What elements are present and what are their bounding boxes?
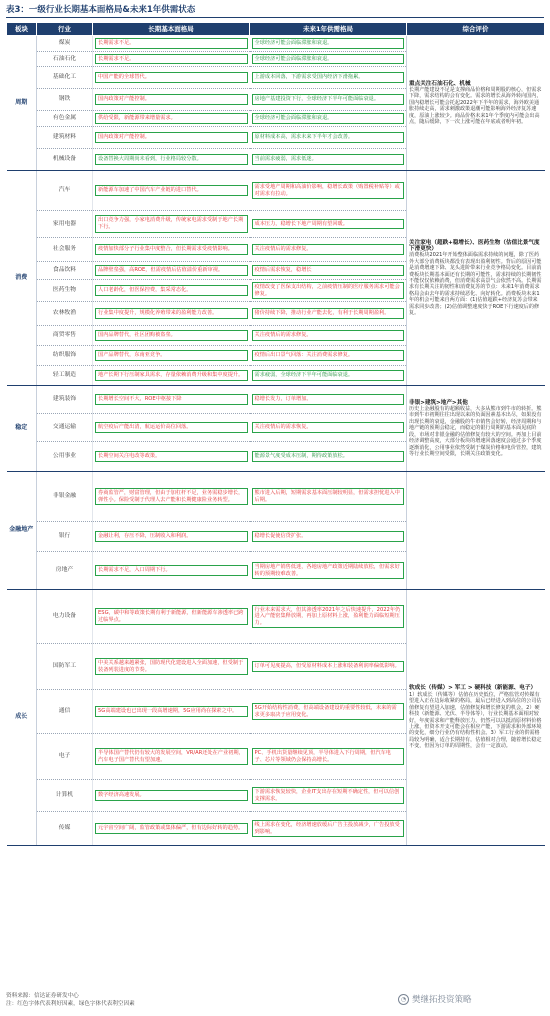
legend-note: 注：红色字体代表利好因素，绿色字体代表利空因素 (6, 1001, 135, 1007)
long-term-cell (93, 52, 250, 67)
evaluation-heading: 非银>建筑>地产>其他 (409, 399, 468, 406)
evaluation-heading: 重点关注石油石化、机械 (409, 80, 471, 87)
table-row (7, 36, 545, 52)
evaluation-body: 历史上金融股有的超额收益，大多从熊市到牛市的转折。熊市到牛市初期往往出现以来的负面因素基本出尽，如果没有出现长期的衰退，金融股的牛市销售会好转，经济周期和与地产链的预期会稳定，而稳定的银行周期的基本面见底阶段，市场对非银金融的估值修复有较大的空间。再加上目前经济调整高度，大部分板块的增速回落速度会通过多个季度逐渐消化，公用事业依然受制于煤炭价格和电价管控，建筑等行业长期空间受限，长期关注政策变化。 (409, 406, 542, 457)
next-year-cell (250, 52, 407, 67)
industry-cell: 建筑材料 (37, 127, 93, 149)
next-year-cell (250, 414, 407, 442)
table-header-row (7, 23, 545, 36)
long-term-cell (93, 472, 250, 522)
next-year-cell-text: 当期房地产销售低迷，各地房地产政策近期陆续放松，但需求好转的预期较难改善。 (252, 562, 405, 579)
next-year-cell-text: 稳增长促使信贷扩张。 (252, 531, 405, 542)
long-term-cell (93, 127, 250, 149)
long-term-cell-text: 元宇宙空间广阔，监管政策或集体偏严，但有边际好转的趋势。 (95, 823, 248, 834)
source-line: 资料来源：信达证券研发中心 (6, 993, 79, 999)
industry-cell: 房地产 (37, 552, 93, 590)
long-term-cell-text: 长期需求不足，入口周期下行。 (95, 565, 248, 576)
long-term-cell (93, 211, 250, 238)
next-year-cell-text: 全球经济可能会面临滞胀和衰退。 (252, 54, 405, 65)
table-title: 表3：一级行业长期基本面格局&未来1年供需状态 (6, 4, 544, 18)
table-row (7, 171, 545, 211)
next-year-cell-text: 需求疲弱，全球经济下半年可能面临衰退。 (252, 370, 405, 381)
next-year-cell-text: 关注疫情后的需求修复。 (252, 330, 405, 341)
sector-cell-finance: 金融地产 (7, 472, 37, 590)
industry-cell: 纺织服饰 (37, 346, 93, 366)
next-year-cell (250, 472, 407, 522)
long-term-cell (93, 346, 250, 366)
next-year-cell-text: 当前需求疲弱，需求低迷。 (252, 154, 405, 165)
industry-cell: 有色金属 (37, 111, 93, 127)
industry-cell: 钢铁 (37, 89, 93, 111)
next-year-cell (250, 346, 407, 366)
industry-cell: 商贸零售 (37, 326, 93, 346)
next-year-cell-text: 能源景气度受成本压制，期待政策放松。 (252, 451, 405, 462)
header-next-year: 未来1年供需格局 (250, 23, 407, 36)
evaluation-heading: 关注家电（超跌+稳增长）、医药生物（估值比景气度下滑更快） (409, 239, 540, 252)
industry-cell: 计算机 (37, 780, 93, 812)
evaluation-body: 消费板块2021年开始整体面临需求持续的问题，除了医药外大部分消费板块都没有表现出盈利韧性。背后的原因可能是消费增速下降、龙头进阶带来行业竞争格局变化。目前消费板块长期基本面还有长期的可能性，需求持续的长期韧性不能仅仅依赖消费，但消费需求高景气会依然不高。长期需求有长期关注的韧性和消费复苏的节点：未来1年消费需求格局会由去年的需求持续恶化、向好转化。消费板块未来1年的机会可能来自两方面：(1)估值超跌+经济复苏会带来需求同步改善；(2)估值调整速度快于ROE下行速度后的修复。 (409, 252, 542, 317)
long-term-cell-text: 地产长期下行压制家具需求，存量依赖消费升级和集中度提升。 (95, 370, 248, 381)
long-term-cell (93, 149, 250, 171)
long-term-cell (93, 89, 250, 111)
table-row (7, 590, 545, 644)
next-year-cell (250, 522, 407, 552)
long-term-cell-text: 国内品牌替代，社区团购被盗垒。 (95, 330, 248, 341)
long-term-cell-text: 疫情加快部分子行业集中度整合，但长期需求受疫情影响。 (95, 244, 248, 255)
long-term-cell (93, 302, 250, 326)
next-year-cell-text: 5G开始结构性消费，但高端设备建设的重要性较低，未来的需求更多取决于应用变化。 (252, 703, 405, 720)
evaluation-heading: 软成长（传媒）> 军工 > 硬科技（新能源、电子） (409, 685, 537, 692)
next-year-cell-text: PC、手机出货量继续见顶，半导体进入下行周期，但汽车电子、芯片等领域仍会保持高增长。 (252, 748, 405, 765)
industry-cell: 农林牧渔 (37, 302, 93, 326)
industry-cell: 机械设备 (37, 149, 93, 171)
next-year-cell-text: 疫情后出口景气回落：关注消费需求修复。 (252, 350, 405, 361)
next-year-cell-text: 成本压力，稳增长下地产周期有望回暖。 (252, 219, 405, 230)
industry-table (6, 22, 545, 846)
industry-cell: 社会服务 (37, 238, 93, 262)
long-term-cell (93, 590, 250, 644)
long-term-cell-text: 航空疫后产能出清，航运运价高位回落。 (95, 422, 248, 433)
next-year-cell (250, 111, 407, 127)
industry-cell: 石油石化 (37, 52, 93, 67)
long-term-cell (93, 644, 250, 690)
next-year-cell (250, 36, 407, 52)
long-term-cell-text: 长期需求不足。 (95, 54, 248, 65)
industry-cell: 传媒 (37, 812, 93, 846)
next-year-cell (250, 149, 407, 171)
long-term-cell-text: 金融让利，存压不降，压制收入和利润。 (95, 531, 248, 542)
industry-cell: 公用事业 (37, 442, 93, 472)
header-industry: 行业 (37, 23, 93, 36)
long-term-cell-text: 供给受限，新能源带来增量需求。 (95, 113, 248, 124)
industry-cell: 交通运输 (37, 414, 93, 442)
long-term-cell (93, 414, 250, 442)
next-year-cell (250, 171, 407, 211)
long-term-cell-text: 人口老龄化，但医保控费，集采常态化。 (95, 285, 248, 296)
next-year-cell-text: 疫情改变了医保支出结构，之前疫情压制的医疗服务需求可能会修复。 (252, 282, 405, 299)
next-year-cell-text: 疫情后需求恢复，稳增长 (252, 265, 405, 276)
evaluation-cell-consumer (407, 171, 545, 386)
long-term-cell-text: 中美关系越来越紧张，国防现代化建设进入全面加速，但受制于装备列装进度的节奏。 (95, 658, 248, 675)
long-term-cell (93, 36, 250, 52)
long-term-cell-text: 长期增长空间不大，ROE中枢接下降 (95, 394, 248, 405)
evaluation-body: 长期产能建设不足是支撑商品价格和周期股的核心，但需求下降，需求结构的会有变化。需求的增长从海外转向国内，国内稳增长可能会托起2022年下半年的需求，海外欧美通胀持续走高，需求刺激政策退潮可能影响海外经济复苏速度，原油上涨较少。商品价格未来1年个季度内可能会出高点，随后缓降，下一次上涨可能在年底或者明年初。 (409, 86, 542, 126)
table-row (7, 386, 545, 414)
long-term-cell-text: 长期空间关注电改等政策。 (95, 451, 248, 462)
long-term-cell (93, 111, 250, 127)
long-term-cell-text: 行业集中度提升，规模化养殖带来的盈利能力改善。 (95, 308, 248, 319)
long-term-cell (93, 67, 250, 89)
long-term-cell (93, 734, 250, 780)
industry-cell: 电力设备 (37, 590, 93, 644)
next-year-cell (250, 552, 407, 590)
industry-cell: 电子 (37, 734, 93, 780)
sector-cell-consumer: 消费 (7, 171, 37, 386)
header-evaluation: 综合评价 (407, 23, 545, 36)
next-year-cell-text: 行业未来需求大，但其渗透率2021年之后快速提升，2022年仍进入产能密集释放期，再加上原材料上涨，盈利能力面临短期压力。 (252, 605, 405, 629)
long-term-cell (93, 326, 250, 346)
long-term-cell-text: 数字经济高速发展。 (95, 790, 248, 801)
long-term-cell (93, 280, 250, 302)
next-year-cell-text: 房地产基建投资下行，全球经济下半年可能面临衰退。 (252, 94, 405, 105)
industry-cell: 家用电器 (37, 211, 93, 238)
next-year-cell-text: 稳增长发力，订单增加。 (252, 394, 405, 405)
long-term-cell-text: 半导体国产替代仍有较大的发展空间，VR/AR还处在产业初期，汽车电子国产替代有望加速。 (95, 748, 248, 765)
evaluation-cell-cycle (407, 36, 545, 171)
next-year-cell (250, 442, 407, 472)
watermark-text: 樊继拓投资策略 (412, 995, 472, 1005)
next-year-cell-text: 关注疫情后的需求修复。 (252, 244, 405, 255)
evaluation-cell-growth (407, 590, 545, 846)
watermark (398, 993, 472, 1005)
long-term-cell (93, 366, 250, 386)
industry-cell: 建筑装饰 (37, 386, 93, 414)
next-year-cell (250, 326, 407, 346)
long-term-cell-text: 5G高端建设也已出现一段高增速期，5G应用尚在探索之中。 (95, 706, 248, 717)
industry-cell: 食品饮料 (37, 262, 93, 280)
next-year-cell (250, 690, 407, 734)
long-term-cell (93, 238, 250, 262)
sector-cell-stable: 稳定 (7, 386, 37, 472)
next-year-cell (250, 262, 407, 280)
next-year-cell-text: 猪价持续下降，推动行业产能去化，有利于长期周期盈利。 (252, 308, 405, 319)
industry-cell: 非银金融 (37, 472, 93, 522)
industry-cell: 银行 (37, 522, 93, 552)
evaluation-body: 1）软成长（传媒等）估值在历史低位，严格监管对传媒有望进入正在边际收紧的格局，最后已经进入到高位的公司估值修复有望进入加速，估值修复和增长修复的机会。2）硬科技（新能源、光伏、半导体等），行业长期基本面相对较好，年度需求和产能释放压力，仍然可以以抵消原材料价格上涨，但资本开支可能会在相应产能，下游需求和外部环境的变化，细分行业仍有结构性机会。3）军工行业的供需格局较为明确，适合长期持有，估值相对合理，随着增长稳定不变，但因为订单的周期性，会有一定波动。 (409, 691, 542, 750)
long-term-cell (93, 522, 250, 552)
next-year-cell (250, 366, 407, 386)
next-year-cell-text: 需求受地产周期和高油价影响，稳增长政策（购置税补贴等）或对需求有拉动。 (252, 182, 405, 199)
next-year-cell (250, 590, 407, 644)
next-year-cell (250, 302, 407, 326)
industry-cell: 煤炭 (37, 36, 93, 52)
long-term-cell-text: 券商监管严，财富管理，但由于加杠杆不足，业务需稳步增长，弹性小。保险受制于代理人去产能和长期健康险业务转型。 (95, 488, 248, 505)
long-term-cell (93, 171, 250, 211)
next-year-cell (250, 211, 407, 238)
long-term-cell (93, 780, 250, 812)
industry-cell: 医药生物 (37, 280, 93, 302)
sector-cell-growth: 成长 (7, 590, 37, 846)
long-term-cell (93, 262, 250, 280)
sector-cell-cycle: 周期 (7, 36, 37, 171)
next-year-cell-text: 原材料成本高，需求未来下半年才会改善。 (252, 132, 405, 143)
long-term-cell-text: 中国产能的全球替代。 (95, 72, 248, 83)
evaluation-cell-finance (407, 472, 545, 590)
next-year-cell (250, 644, 407, 690)
wechat-icon: ◔ (398, 994, 409, 1005)
long-term-cell-text: 国产品牌替代，东南亚竞争。 (95, 350, 248, 361)
next-year-cell (250, 812, 407, 846)
source-note (6, 992, 135, 1008)
long-term-cell-text: 品牌壁垒强，高ROE，但需疫情后估值溢价重新审视。 (95, 265, 248, 276)
next-year-cell (250, 780, 407, 812)
industry-cell: 通信 (37, 690, 93, 734)
long-term-cell-text: 国内政策对产能控制。 (95, 94, 248, 105)
long-term-cell (93, 386, 250, 414)
next-year-cell-text: 订单可见度提高，但受原材料成本上涨和装备利润率偏低影响。 (252, 661, 405, 672)
next-year-cell-text: 全球经济可能会面临滞胀和衰退。 (252, 38, 405, 49)
next-year-cell (250, 67, 407, 89)
next-year-cell-text: 全球经济可能会面临滞胀和衰退。 (252, 113, 405, 124)
long-term-cell-text: 新能源车加速了中国汽车产业链的进口替代。 (95, 185, 248, 196)
header-sector: 板块 (7, 23, 37, 36)
next-year-cell-text: 下游需求恢复较快，企业IT支出存在短期不确定性，但可以信创支撑需求。 (252, 787, 405, 804)
next-year-cell (250, 127, 407, 149)
long-term-cell (93, 812, 250, 846)
long-term-cell (93, 552, 250, 590)
next-year-cell-text: 熊市进入后期，短期需求基本面压制较明显，但需求担忧进入中后期。 (252, 488, 405, 505)
next-year-cell (250, 280, 407, 302)
long-term-cell-text: 国内政策对产能控制。 (95, 132, 248, 143)
next-year-cell-text: 关注疫情后的需求恢复。 (252, 422, 405, 433)
next-year-cell (250, 89, 407, 111)
next-year-cell (250, 386, 407, 414)
industry-cell: 基础化工 (37, 67, 93, 89)
long-term-cell (93, 442, 250, 472)
next-year-cell-text: 线上需求在变化，经济增速放缓后广告主投放减少，广告投放受到影响。 (252, 820, 405, 837)
long-term-cell-text: ESG，碳中和等政策长期有利于新能源，但新能源车渗透率已跨过临界点。 (95, 608, 248, 625)
evaluation-cell-stable (407, 386, 545, 472)
industry-cell: 国防军工 (37, 644, 93, 690)
industry-cell: 汽车 (37, 171, 93, 211)
header-long-term: 长期基本面格局 (93, 23, 250, 36)
next-year-cell (250, 734, 407, 780)
industry-cell: 轻工制造 (37, 366, 93, 386)
next-year-cell-text: 上游成本回落，下游需求受国内经济下滑拖累。 (252, 72, 405, 83)
long-term-cell-text: 出口竞争力强，小家电消费升级，传统家电需求受制于地产长期下行。 (95, 215, 248, 232)
next-year-cell (250, 238, 407, 262)
long-term-cell-text: 设备替换大周期尚未看到，行业格局较分散。 (95, 154, 248, 165)
table-row (7, 472, 545, 522)
long-term-cell (93, 690, 250, 734)
long-term-cell-text: 长期需求不足。 (95, 38, 248, 49)
